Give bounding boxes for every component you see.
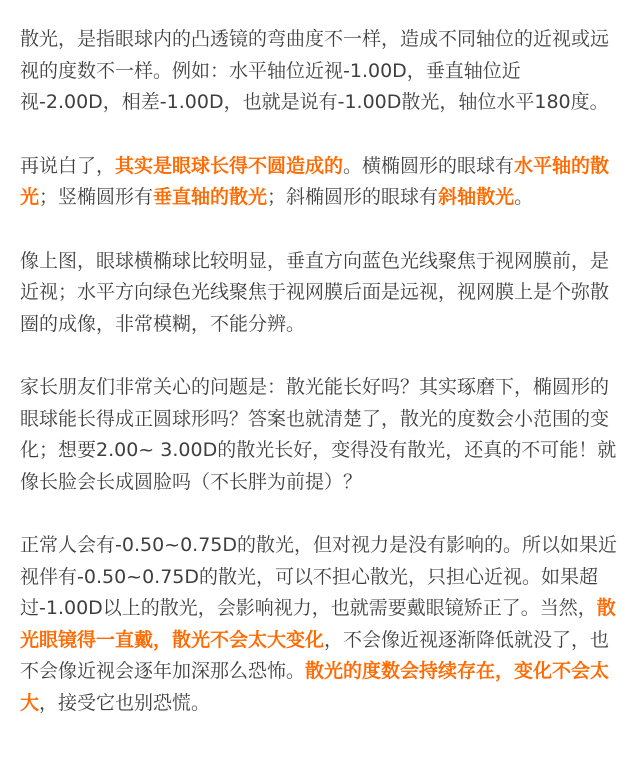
text-segment: 再说白了，	[20, 154, 116, 177]
paragraph-parents-question	[20, 372, 620, 498]
text-segment: 家长朋友们非常关心的问题是：散光能长好吗？其实琢磨下，椭圆形的眼球能长得成正圆球形吗？答案也就清楚了，散光的度数会小范围的变化；想要2.00~ 3.00D的散光长好，变得没有散光，还真的不可能！就像长脸会长成圆脸吗（不长胖为前提）？	[20, 376, 617, 493]
paragraph-cause	[20, 151, 620, 214]
text-segment: ；竖椭圆形有	[39, 186, 154, 208]
highlight-text: 其实是眼球长得不圆造成的	[115, 154, 344, 177]
highlight-text: 斜轴散光	[438, 186, 515, 208]
paragraph-definition	[20, 24, 620, 119]
paragraph-figure-explanation	[20, 246, 620, 341]
highlight-text: 散光的度数会持续存在，变化不会太大	[20, 660, 610, 714]
text-segment: 正常人会有-0.50~0.75D的散光，但对视力是没有影响的。所以如果近视伴有-0.50~0.75D的散光，可以不担心散光，只担心近视。如果超过-1.00D以上的散光，会影响视力，也就需要戴眼镜矫正了。当然，	[20, 534, 618, 619]
text-segment: ；斜椭圆形的眼球有	[267, 186, 439, 208]
text-segment: 。	[514, 186, 534, 208]
text-segment: 。横椭圆形的眼球有	[343, 154, 515, 177]
paragraph-normal-range	[20, 530, 620, 719]
text-segment: ，接受它也别恐慌。	[39, 691, 211, 714]
text-segment: 像上图，眼球横椭球比较明显，垂直方向蓝色光线聚焦于视网膜前，是近视；水平方向绿色光线聚焦于视网膜后面是远视，视网膜上是个弥散圈的成像，非常模糊，不能分辨。	[20, 249, 610, 335]
highlight-text: 散光眼镜得一直戴，散光不会太大变化	[20, 597, 616, 651]
text-segment: 散光，是指眼球内的凸透镜的弯曲度不一样，造成不同轴位的近视或远视的度数不一样。例如：水平轴位近视-1.00D，垂直轴位近视-2.00D，相差-1.00D，也就是说有-1.00D散光，轴位水平180度。	[20, 28, 610, 113]
highlight-text: 垂直轴的散光	[153, 186, 268, 208]
text-segment: ，不会像近视逐渐降低就没了，也不会像近视会逐年加深那么恐怖。	[20, 628, 610, 682]
highlight-text: 水平轴的散光	[20, 154, 610, 208]
